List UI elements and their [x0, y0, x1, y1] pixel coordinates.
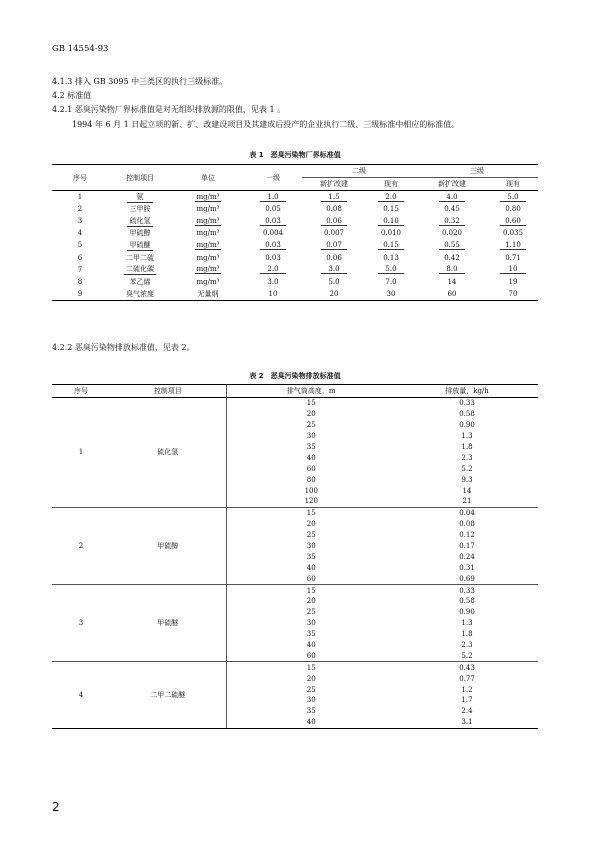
t2-cell-height: 25	[226, 684, 396, 695]
t1-cell-seq	[52, 227, 108, 239]
t1-header-grade1: 一级	[244, 165, 302, 191]
t1-cell-text: 二甲二硫	[126, 253, 154, 262]
t2-cell-rate: 0.58	[459, 410, 475, 419]
t2-cell-height: 25	[226, 420, 396, 431]
t2-cell-height: 35	[226, 551, 396, 562]
t1-cell-grade1	[244, 251, 302, 263]
t1-cell-item	[108, 227, 172, 239]
t1-cell-text: 3.0	[267, 277, 279, 286]
t1-cell-text: 0.03	[265, 253, 281, 262]
t1-cell-grade1	[244, 203, 302, 215]
paragraph-4-2-1-b: 1994 年 6 月 1 日起立项的新、扩、改建设项目及其建成后投产的企业执行二级、三级标准中相应的标准值。	[72, 120, 460, 129]
t1-cell-seq	[52, 191, 108, 204]
t1-cell-unit	[172, 191, 244, 204]
t1-cell-grade3-existing	[488, 276, 538, 288]
t1-cell-text: 0.08	[326, 205, 342, 214]
t2-cell-height: 100	[226, 485, 396, 496]
t1-cell-text: 2.0	[378, 193, 404, 202]
t1-cell-grade2-new	[302, 239, 366, 251]
t1-cell-unit	[172, 203, 244, 215]
t1-cell-text: 0.32	[439, 217, 465, 226]
t2-cell-height: 30	[226, 695, 396, 706]
t2-cell-height: 40	[226, 452, 396, 463]
table-row	[52, 251, 538, 263]
t1-cell-text: 2.0	[260, 265, 286, 274]
table-row	[52, 276, 538, 288]
table2-title: 表 2 恶臭污染物排放标准值	[249, 372, 341, 380]
t1-cell-text: mg/m³	[196, 265, 220, 274]
t1-cell-item	[108, 215, 172, 227]
t1-cell-text: 0.007	[323, 229, 345, 238]
t2-cell-rate: 0.77	[459, 674, 475, 683]
t1-cell-text: mg/m³	[196, 240, 220, 249]
t1-cell-grade3-new	[416, 239, 488, 251]
t2-cell-rate: 2.3	[461, 453, 473, 462]
t2-cell-rate: 1.7	[461, 696, 473, 705]
t1-header-g2-existing: 现有	[366, 178, 416, 191]
t2-cell-height: 15	[226, 398, 396, 409]
paragraph-4-2-2: 4.2.2 恶臭污染物排放标准值，见表 2。	[52, 343, 195, 352]
t2-cell-seq: 4	[52, 662, 110, 728]
t1-cell-text: 6	[77, 253, 83, 262]
t1-cell-seq	[52, 264, 108, 276]
t1-cell-grade2-new	[302, 227, 366, 239]
t1-cell-grade1	[244, 191, 302, 204]
page-number: 2	[52, 800, 60, 814]
t1-cell-grade3-new	[416, 227, 488, 239]
t1-cell-text: mg/m³	[196, 205, 220, 214]
t1-cell-unit	[172, 215, 244, 227]
t1-cell-item	[108, 251, 172, 263]
t1-cell-text: mg/m³	[196, 229, 220, 238]
t2-cell-item: 硫化氢	[157, 448, 179, 457]
t1-cell-grade3-new	[416, 215, 488, 227]
t1-header-grade2: 二级	[302, 165, 416, 178]
t2-cell-height: 35	[226, 629, 396, 640]
t1-cell-text: 0.05	[265, 205, 281, 214]
t1-header-g2-new: 新扩改建	[302, 178, 366, 191]
t1-cell-grade3-new	[416, 276, 488, 288]
t1-cell-grade3-existing	[488, 264, 538, 276]
t1-cell-unit	[172, 288, 244, 301]
t1-cell-text: 1.0	[260, 193, 286, 202]
t1-cell-text: 4.0	[439, 193, 465, 202]
t1-cell-item	[108, 191, 172, 204]
t2-cell-rate: 1.8	[461, 630, 473, 639]
t1-cell-seq	[52, 251, 108, 263]
paragraph-4-2-1: 4.2.1 恶臭污染物厂界标准值是对无组织排放源的限值，见表 1 。	[52, 105, 286, 114]
t1-header-unit: 单位	[172, 165, 244, 191]
t2-cell-height: 60	[226, 463, 396, 474]
t1-cell-grade2-existing	[366, 215, 416, 227]
t2-cell-rate: 1.8	[461, 443, 473, 451]
t1-cell-text: 0.03	[260, 241, 286, 250]
t2-cell-height: 20	[226, 596, 396, 607]
t2-cell-seq: 2	[52, 507, 110, 584]
t1-cell-text: 3.0	[321, 265, 347, 274]
t1-cell-text: 0.15	[383, 205, 399, 214]
t1-cell-text: 3	[77, 217, 83, 226]
t2-cell-rate: 3.1	[396, 717, 538, 728]
t1-cell-text: 0.80	[505, 205, 521, 214]
t2-cell-height: 25	[226, 530, 396, 541]
t1-cell-grade1	[244, 239, 302, 251]
t1-cell-grade1	[244, 264, 302, 276]
t2-cell-rate: 1.3	[461, 619, 473, 628]
t1-cell-text: 4	[77, 229, 83, 238]
t2-cell-height: 20	[226, 409, 396, 420]
t1-cell-text: 20	[329, 289, 339, 298]
table-row	[52, 662, 538, 673]
t1-cell-text: 甲硫醚	[127, 240, 153, 251]
t1-cell-grade2-existing	[366, 251, 416, 263]
t1-cell-grade3-existing	[488, 191, 538, 204]
t1-cell-text: 14	[447, 277, 457, 286]
t1-cell-text: 0.15	[378, 241, 404, 250]
t2-cell-height: 80	[226, 474, 396, 485]
t2-cell-height: 35	[226, 706, 396, 717]
t1-cell-text: 甲硫醇	[129, 229, 151, 238]
t2-cell-seq: 1	[78, 448, 84, 457]
table2	[52, 384, 538, 729]
t1-cell-text: 1	[77, 193, 83, 202]
t1-cell-grade2-new	[302, 276, 366, 288]
t2-cell-rate: 2.4	[461, 707, 473, 716]
t2-cell-rate: 5.2	[461, 651, 473, 660]
t2-cell-rate: 0.58	[459, 597, 475, 606]
t2-cell-rate: 0.04	[396, 507, 538, 518]
t1-cell-grade3-existing	[488, 251, 538, 263]
t2-header-item: 控制项目	[110, 385, 226, 398]
t2-cell-height: 15	[226, 585, 396, 596]
t1-cell-text: 10	[268, 289, 278, 298]
t1-cell-unit	[172, 276, 244, 288]
t1-cell-text: 硫化氢	[127, 216, 153, 227]
t2-header-seq: 序号	[52, 385, 110, 398]
t1-cell-text: 5.0	[328, 277, 340, 286]
t1-cell-text: 三甲胺	[129, 205, 151, 214]
t2-cell-rate: 0.17	[459, 542, 475, 551]
table-row	[52, 191, 538, 204]
t1-cell-text: 苯乙烯	[129, 277, 151, 286]
t1-cell-grade1	[244, 227, 302, 239]
table1-title: 表 1 恶臭污染物厂界标准值	[249, 151, 341, 159]
t2-cell-height: 15	[226, 507, 396, 518]
t2-cell-seq: 3	[52, 585, 110, 662]
t1-cell-text: 10	[500, 265, 526, 274]
t2-cell-item: 二甲二硫醚	[110, 662, 226, 728]
t1-cell-grade3-new	[416, 251, 488, 263]
t1-cell-grade3-existing	[488, 215, 538, 227]
t1-cell-seq	[52, 239, 108, 251]
t1-cell-item	[108, 288, 172, 301]
t1-cell-text: 9	[77, 289, 83, 298]
table-row	[52, 239, 538, 251]
t1-cell-grade3-new	[416, 191, 488, 204]
table-row	[52, 203, 538, 215]
table1	[52, 164, 538, 301]
t1-cell-unit	[172, 251, 244, 263]
t1-cell-text: 0.42	[444, 253, 460, 262]
t2-cell-item: 甲硫醚	[110, 585, 226, 662]
t1-cell-text: mg/m³	[196, 253, 220, 262]
t1-cell-text: 0.07	[321, 241, 347, 250]
t1-cell-text: 0.55	[439, 241, 465, 250]
t1-cell-text: 0.010	[380, 229, 402, 238]
t1-cell-grade2-existing	[366, 276, 416, 288]
t2-cell-rate: 0.33	[396, 585, 538, 596]
t1-cell-grade2-existing	[366, 227, 416, 239]
t1-cell-text: 7	[77, 265, 83, 274]
t1-cell-text: 1.10	[500, 241, 526, 250]
table-row	[52, 507, 538, 518]
table-row	[52, 288, 538, 301]
t2-cell-height: 60	[226, 573, 396, 584]
t1-header-g3-existing: 现有	[488, 178, 538, 191]
t1-header-seq: 序号	[52, 165, 108, 191]
t1-cell-grade1	[244, 288, 302, 301]
t1-cell-text: 无量纲	[197, 289, 219, 298]
t1-cell-text: 0.10	[378, 217, 404, 226]
t1-cell-item	[108, 276, 172, 288]
paragraph-4-1-3: 4.1.3 排入 GB 3095 中三类区的执行三级标准。	[52, 77, 228, 86]
t1-cell-grade3-new	[416, 264, 488, 276]
t1-cell-text: mg/m³	[196, 277, 220, 286]
t1-cell-grade3-existing	[488, 239, 538, 251]
t2-cell-rate: 0.24	[459, 552, 475, 561]
t2-cell-rate: 0.08	[459, 520, 475, 529]
t2-cell-rate: 0.33	[459, 399, 475, 408]
t1-cell-text: 0.06	[326, 253, 342, 262]
t1-cell-text: 70	[508, 289, 518, 298]
t1-cell-grade2-existing	[366, 288, 416, 301]
t2-header-rate: 排放量，kg/h	[396, 385, 538, 398]
t1-cell-grade2-new	[302, 264, 366, 276]
t1-cell-text: 0.035	[502, 229, 524, 238]
t1-header-g3-new: 新扩改建	[416, 178, 488, 191]
t2-cell-height: 15	[226, 662, 396, 673]
t1-cell-grade2-new	[302, 215, 366, 227]
t1-cell-unit	[172, 227, 244, 239]
t1-cell-seq	[52, 215, 108, 227]
t2-cell-height: 30	[226, 431, 396, 442]
t1-cell-text: 0.60	[500, 217, 526, 226]
t2-header-height: 排气筒高度，m	[226, 385, 396, 398]
t1-cell-text: 0.06	[321, 217, 347, 226]
t2-cell-rate: 0.31	[459, 563, 475, 572]
t1-cell-seq	[52, 276, 108, 288]
t2-cell-height: 40	[226, 640, 396, 651]
t2-cell-rate: 2.3	[461, 641, 473, 650]
t2-cell-height: 20	[226, 673, 396, 684]
t2-cell-height: 40	[226, 717, 396, 728]
t1-cell-unit	[172, 264, 244, 276]
t1-cell-text: 二硫化碳	[126, 265, 154, 274]
table-row	[52, 215, 538, 227]
t1-cell-item	[108, 203, 172, 215]
t2-cell-height: 120	[226, 496, 396, 507]
t1-cell-grade3-existing	[488, 227, 538, 239]
t2-cell-height: 20	[226, 519, 396, 530]
t2-cell-rate: 21	[462, 497, 472, 506]
t1-cell-grade2-existing	[366, 203, 416, 215]
t1-cell-text: 0.13	[383, 253, 399, 262]
t1-cell-grade2-new	[302, 288, 366, 301]
t1-cell-text: 5.0	[500, 193, 526, 202]
t1-cell-text: 30	[386, 289, 396, 298]
t2-cell-height: 30	[226, 541, 396, 552]
t2-cell-rate: 0.12	[459, 531, 475, 540]
t1-cell-text: 氨	[127, 192, 153, 203]
table-row	[52, 398, 538, 409]
t1-cell-unit	[172, 239, 244, 251]
t2-cell-rate: 5.2	[461, 464, 473, 473]
t1-cell-text: 60	[447, 289, 457, 298]
t1-cell-seq	[52, 203, 108, 215]
t2-cell-height: 25	[226, 607, 396, 618]
t2-cell-rate: 0.90	[459, 421, 475, 430]
t1-cell-grade2-existing	[366, 264, 416, 276]
t1-cell-text: 8.0	[439, 265, 465, 274]
t1-cell-text: 臭气浓度	[126, 289, 154, 298]
t1-cell-text: 0.020	[441, 229, 463, 238]
t1-cell-grade3-existing	[488, 288, 538, 301]
t1-cell-text: 0.71	[505, 253, 521, 262]
t2-cell-rate: 0.43	[396, 662, 538, 673]
t1-cell-text: mg/m³	[196, 216, 220, 225]
t1-cell-text: 7.0	[385, 277, 397, 286]
t2-cell-rate: 9.3	[461, 475, 473, 484]
t1-cell-grade1	[244, 276, 302, 288]
t2-cell-rate: 1.3	[461, 432, 473, 441]
t1-cell-text: 0.03	[260, 217, 286, 226]
t1-cell-text: mg/m³	[196, 192, 220, 201]
t2-cell-rate: 0.69	[459, 574, 475, 583]
t1-cell-text: 2	[77, 205, 83, 214]
t1-cell-grade2-new	[302, 203, 366, 215]
t1-cell-grade3-new	[416, 203, 488, 215]
t1-cell-grade3-new	[416, 288, 488, 301]
t1-cell-grade2-new	[302, 251, 366, 263]
t1-cell-text: 5.0	[378, 265, 404, 274]
t2-cell-height: 40	[226, 562, 396, 573]
t2-cell-item: 甲硫醇	[110, 507, 226, 584]
t2-cell-height: 30	[226, 618, 396, 629]
t1-cell-grade2-existing	[366, 191, 416, 204]
document-code: GB 14554-93	[52, 44, 109, 54]
t1-cell-item	[108, 264, 172, 276]
t2-cell-rate: 1.2	[461, 685, 473, 694]
t1-cell-grade3-existing	[488, 203, 538, 215]
t1-cell-text: 1.5	[321, 193, 347, 202]
t1-cell-text: 0.45	[444, 205, 460, 214]
table-row	[52, 585, 538, 596]
t1-header-item: 控制项目	[108, 165, 172, 191]
t1-cell-grade2-existing	[366, 239, 416, 251]
t2-cell-rate: 0.90	[459, 608, 475, 617]
t1-cell-text: 0.004	[262, 229, 284, 238]
t1-cell-item	[108, 239, 172, 251]
t1-cell-text: 5	[77, 241, 83, 250]
t1-cell-grade1	[244, 215, 302, 227]
t2-cell-height: 35	[226, 442, 396, 453]
t1-cell-text: 19	[508, 277, 518, 286]
t1-cell-seq	[52, 288, 108, 301]
t1-cell-grade2-new	[302, 191, 366, 204]
t1-cell-text: 8	[77, 277, 83, 286]
t2-cell-rate: 14	[462, 486, 472, 495]
t1-header-grade3: 三级	[416, 165, 538, 178]
paragraph-4-2: 4.2 标准值	[52, 91, 92, 100]
table-row	[52, 264, 538, 276]
table-row	[52, 227, 538, 239]
t2-cell-height: 60	[226, 650, 396, 661]
